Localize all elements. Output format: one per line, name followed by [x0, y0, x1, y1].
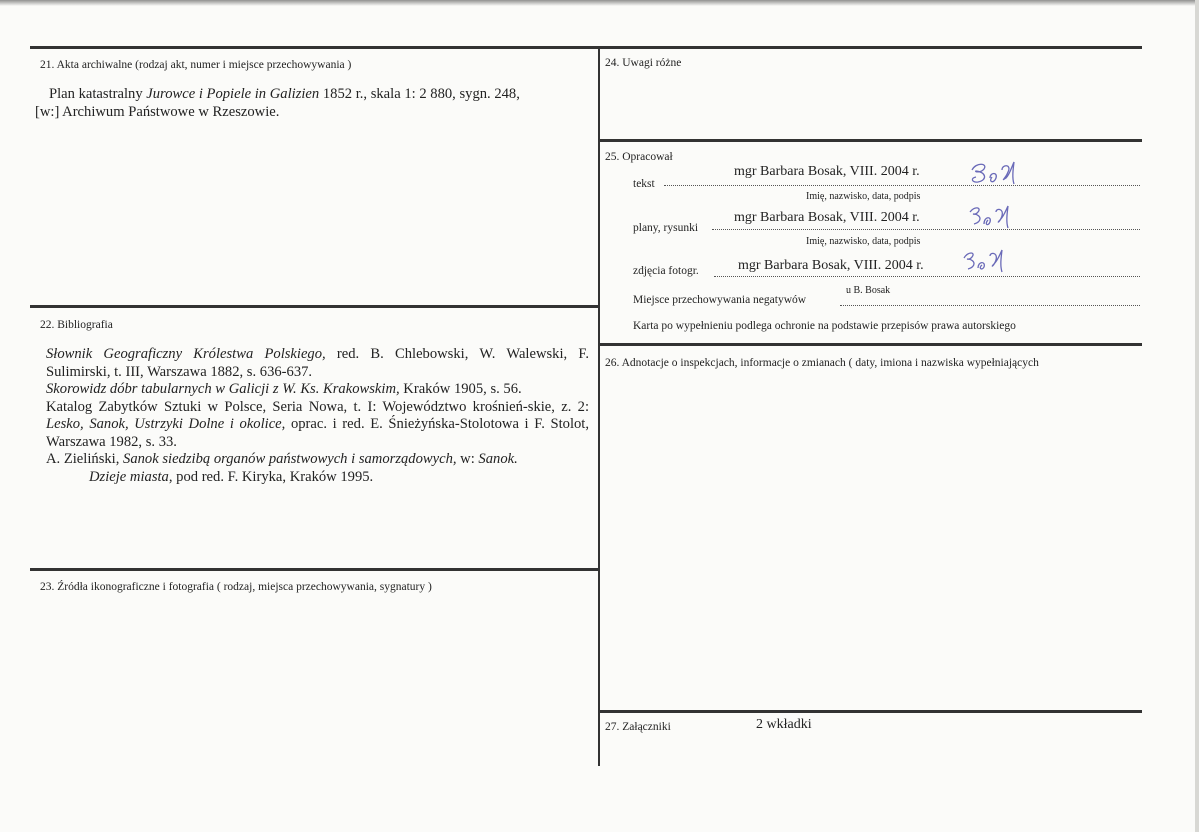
- rule-22-23: [30, 568, 598, 571]
- bib-4-b: w:: [456, 451, 479, 467]
- storage-label: Miejsce przechowywania negatywów: [633, 294, 807, 306]
- archive-text-b: 1852 r., skala 1: 2 880, sygn. 248,: [319, 86, 520, 102]
- bibliography-item-continuation: [46, 469, 589, 487]
- row-plans-caption: Imię, nazwisko, data, podpis: [806, 236, 921, 247]
- rule-vertical: [598, 46, 600, 766]
- row-plans-value: mgr Barbara Bosak, VIII. 2004 r.: [734, 210, 920, 225]
- bib-2-title: Skorowidz dóbr tabularnych w Galicji z W. Ks. Krakowskim,: [46, 381, 400, 397]
- section-27-title: 27. Załączniki: [605, 721, 671, 733]
- section-24-title: 24. Uwagi różne: [605, 57, 682, 69]
- row-text-line: [664, 185, 1140, 186]
- scan-right-edge: [1195, 0, 1199, 832]
- row-text-value: mgr Barbara Bosak, VIII. 2004 r.: [734, 164, 920, 179]
- section-22-title: 22. Bibliografia: [40, 319, 113, 331]
- rule-top: [30, 46, 1142, 49]
- bib-1-title: Słownik Geograficzny Królestwa Polskiego,: [46, 346, 326, 362]
- bib-4-cont-rest: , pod red. F. Kiryka, Kraków 1995.: [168, 468, 374, 485]
- signature-2: [966, 202, 1016, 232]
- attachments-value: 2 wkładki: [756, 717, 812, 732]
- bib-4-title2: Sanok.: [478, 451, 518, 467]
- bib-4-title: Sanok siedzibą organów państwowych i samorządowych,: [123, 451, 457, 467]
- scan-top-edge: [0, 0, 1199, 6]
- signature-1: [966, 158, 1022, 188]
- row-photos-label: zdjęcia fotogr.: [633, 265, 699, 277]
- rule-21-22: [30, 305, 598, 308]
- rule-24-25: [600, 139, 1142, 142]
- bibliography-item: [46, 381, 589, 399]
- bibliography-item: [46, 346, 589, 381]
- section-21-title: 21. Akta archiwalne (rodzaj akt, numer i miejsce przechowywania ): [40, 59, 352, 71]
- row-photos-value: mgr Barbara Bosak, VIII. 2004 r.: [738, 258, 924, 273]
- row-plans-label: plany, rysunki: [633, 222, 699, 234]
- signature-3: [960, 246, 1010, 276]
- section-25-title: 25. Opracował: [605, 151, 673, 163]
- section-26-title: 26. Adnotacje o inspekcjach, informacje o zmianach ( daty, imiona i nazwiska wypełniających: [605, 357, 1039, 369]
- bib-3-a: Katalog Zabytków Sztuki w Polsce, Seria Nowa, t. I: Województwo krośnień-skie, z. 2:: [46, 398, 589, 415]
- bib-1-rest: red. B. Chlebowski, W. Walewski, F. Sulimirski, t. III, Warszawa 1882, s. 636-637.: [46, 346, 589, 380]
- row-text-label: tekst: [633, 178, 655, 190]
- bib-4-cont-title: Dzieje miasta: [89, 468, 169, 485]
- copyright-note: Karta po wypełnieniu podlega ochronie na podstawie przepisów prawa autorskiego: [633, 320, 1016, 332]
- section-21-text: [35, 86, 594, 121]
- rule-25-26: [600, 343, 1142, 346]
- archive-text-line2: [w:] Archiwum Państwowe w Rzeszowie.: [35, 103, 280, 120]
- storage-line: [840, 305, 1140, 306]
- row-text-caption: Imię, nazwisko, data, podpis: [806, 191, 921, 202]
- bib-2-rest: Kraków 1905, s. 56.: [399, 381, 522, 397]
- row-photos-line: [714, 276, 1140, 277]
- archive-title: Jurowce i Popiele in Galizien: [146, 86, 320, 102]
- storage-value: u B. Bosak: [846, 285, 891, 296]
- bib-3-title: Lesko, Sanok, Ustrzyki Dolne i okolice,: [46, 416, 286, 432]
- bib-3-b: oprac. i red. E. Śnieżyńska-Stolotowa i F. Stolot, Warszawa 1982, s. 33.: [46, 416, 589, 450]
- archive-text-a: Plan katastralny: [49, 86, 147, 102]
- row-plans-line: [712, 229, 1140, 230]
- bibliography-item: [46, 399, 589, 452]
- section-23-title: 23. Źródła ikonograficzne i fotografia ( rodzaj, miejsca przechowywania, sygnatury ): [40, 581, 432, 593]
- bibliography-item: [46, 451, 589, 469]
- rule-26-27: [600, 710, 1142, 713]
- bibliography-list: [46, 346, 589, 486]
- bib-4-a: A. Zieliński,: [46, 451, 124, 467]
